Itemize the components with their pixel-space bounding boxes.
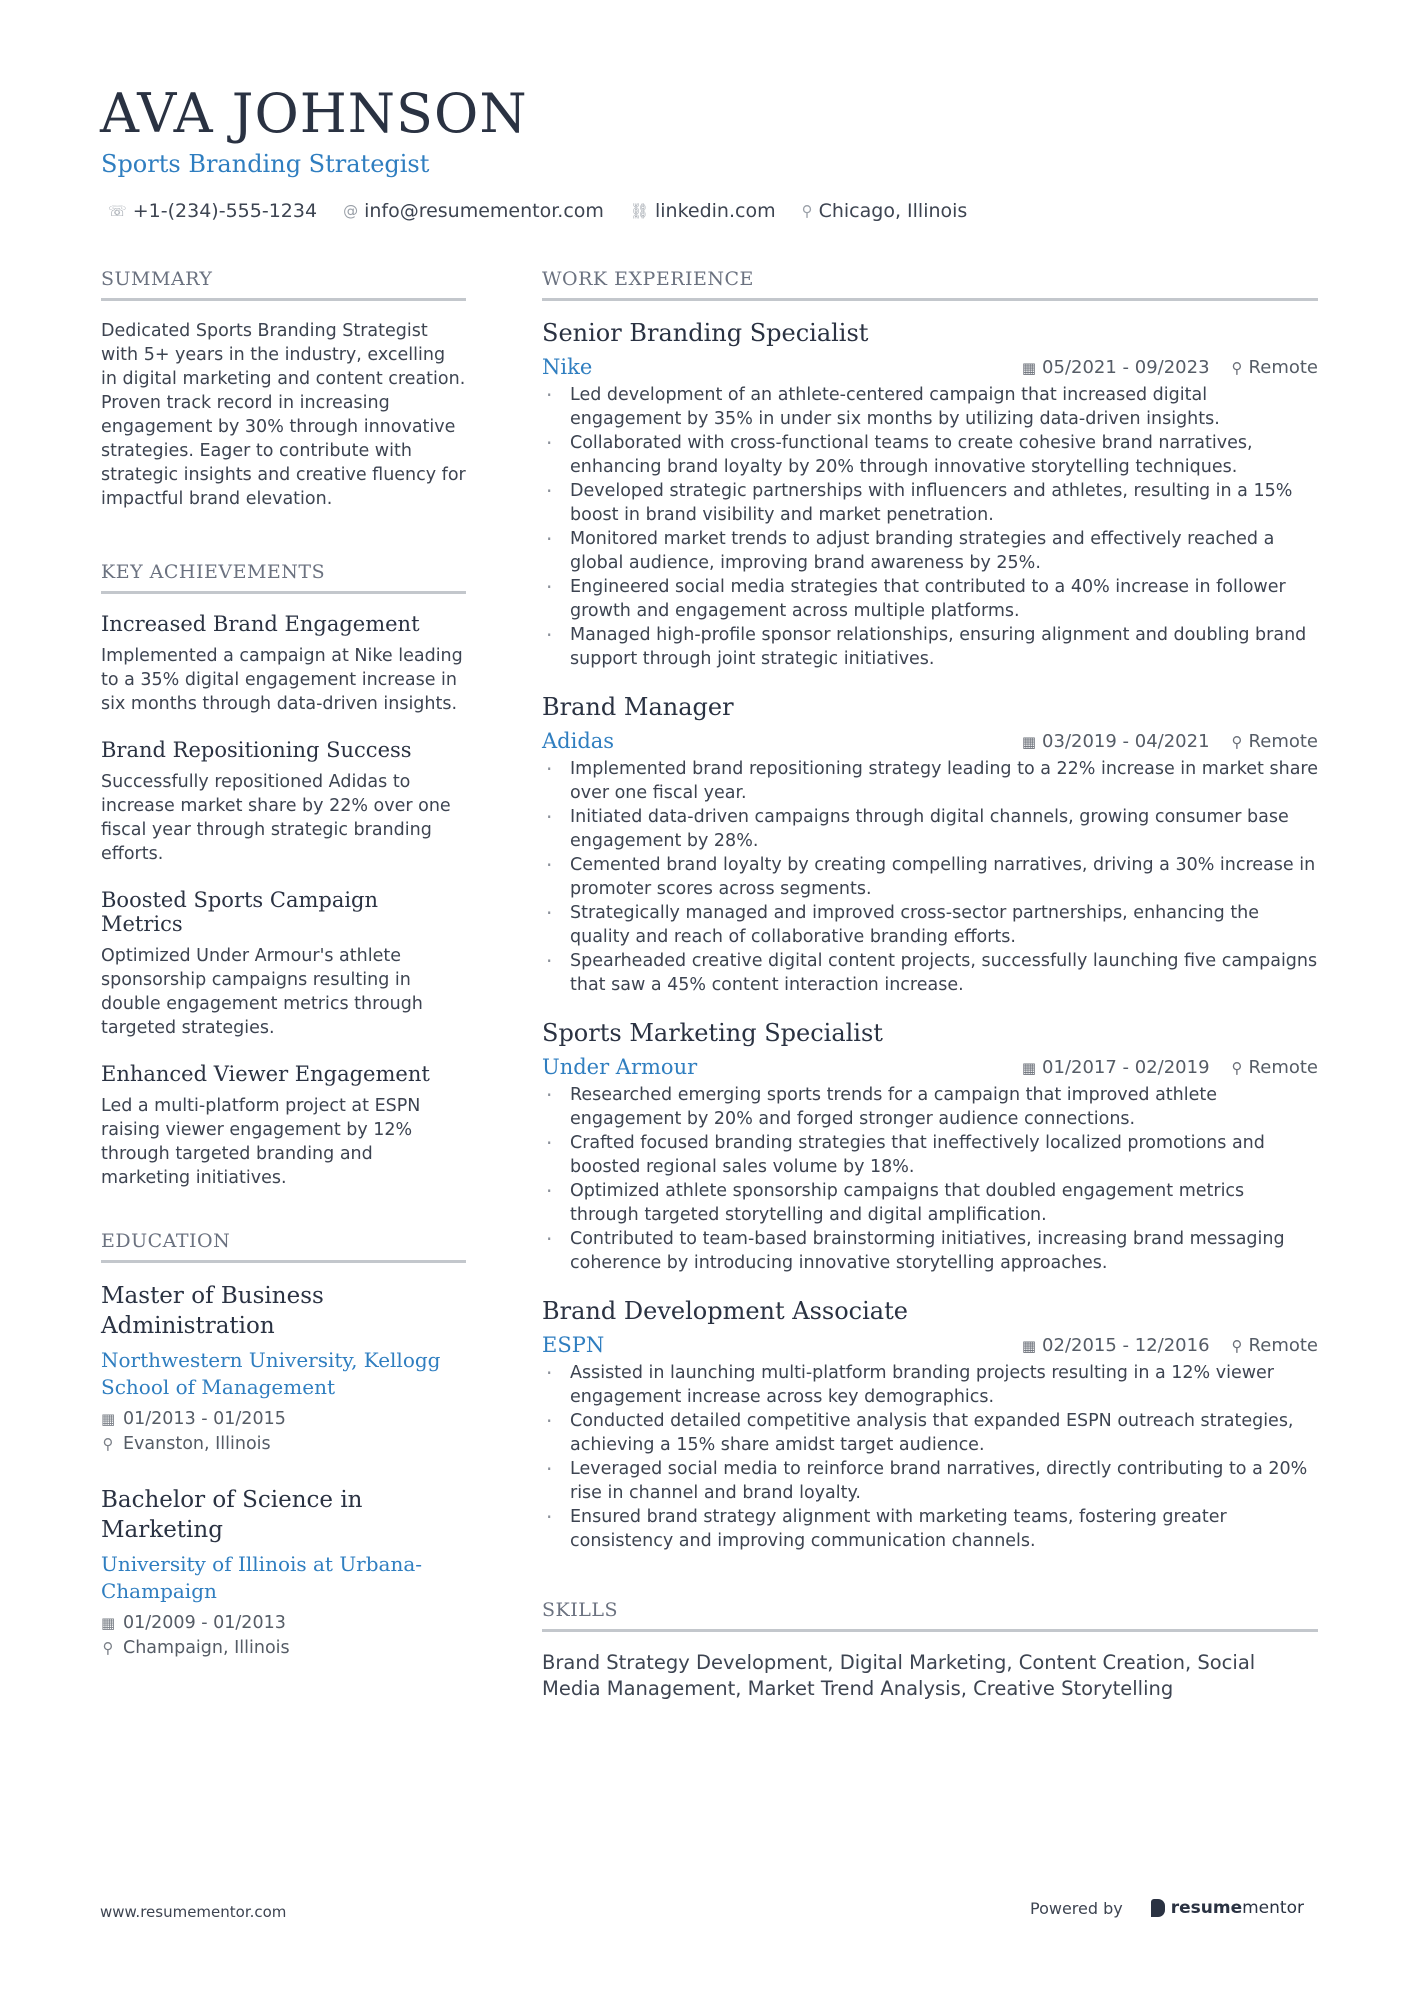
education-location [101, 1432, 466, 1457]
location-pin-icon: ⚲ [1231, 1058, 1243, 1077]
summary-text: Dedicated Sports Branding Strategist with 5+ years in the industry, excelling in digital marketing and content creation. Proven track record in increasing engagement by 30% through innovative strategies. Eager to contribute with strategic insights and creative fluency for impactful brand elevation. [101, 321, 466, 509]
job-bullets [542, 383, 1318, 671]
job-title: Brand Development Associate [542, 1297, 908, 1325]
left-column [101, 268, 466, 1689]
job-location: Remote [1248, 1334, 1318, 1356]
bullet: · Initiated data-driven campaigns through digital channels, growing consumer base engagement by 28%. [542, 805, 1318, 853]
job-location: Remote [1248, 356, 1318, 378]
contact-email[interactable] [343, 200, 604, 222]
school: University of Illinois at Urbana-Champaign [101, 1552, 423, 1603]
skills-text: Brand Strategy Development, Digital Marketing, Content Creation, Social Media Management, Market Trend Analysis, Creative Storytelling [542, 1651, 1256, 1700]
education-location [101, 1636, 466, 1661]
footer-branding [1030, 1898, 1304, 1918]
achievement-text: Successfully repositioned Adidas to increase market share by 22% over one fiscal year through strategic branding efforts. [101, 772, 451, 864]
job-dates: 01/2017 - 02/2019 [1042, 1056, 1210, 1078]
job-dates: 02/2015 - 12/2016 [1042, 1334, 1210, 1356]
job-title: Senior Branding Specialist [542, 319, 869, 347]
footer-website[interactable]: www.resumementor.com [100, 1903, 287, 1921]
location-pin-icon: ⚲ [801, 202, 813, 220]
brand-bold: resume [1170, 1898, 1243, 1918]
achievement-title: Increased Brand Engagement [101, 612, 420, 636]
achievement-item [101, 738, 466, 866]
achievement-item [101, 888, 466, 1040]
phone-text: +1-(234)-555-1234 [132, 200, 318, 222]
dates-text: 01/2009 - 01/2013 [123, 1613, 286, 1633]
job-entry [542, 319, 1318, 671]
bullet: · Ensured brand strategy alignment with marketing teams, fostering greater consistency and improving communication channels. [542, 1505, 1318, 1553]
degree: Bachelor of Science in Marketing [101, 1487, 363, 1543]
location-pin-icon: ⚲ [102, 1435, 114, 1453]
company-name: Adidas [542, 729, 615, 753]
phone-icon: ☏ [108, 202, 127, 220]
logo-icon [1151, 1899, 1165, 1917]
job-dates: 03/2019 - 04/2021 [1042, 730, 1210, 752]
job-location: Remote [1248, 730, 1318, 752]
achievement-item [101, 612, 466, 716]
job-bullets [542, 1361, 1318, 1553]
summary-heading: SUMMARY [101, 268, 466, 301]
job-title: Sports Marketing Specialist [542, 1019, 883, 1047]
email-text[interactable]: info@resumementor.com [364, 200, 604, 222]
achievement-text: Led a multi-platform project at ESPN raising viewer engagement by 12% through targeted branding and marketing initiatives. [101, 1096, 421, 1188]
education-dates [101, 1611, 466, 1636]
achievement-title: Enhanced Viewer Engagement [101, 1062, 430, 1086]
achievement-text: Implemented a campaign at Nike leading to a 35% digital engagement increase in six months through data-driven insights. [101, 646, 463, 714]
company-name: Under Armour [542, 1055, 698, 1079]
powered-by-label: Powered by [1030, 1898, 1123, 1918]
bullet: · Assisted in launching multi-platform branding projects resulting in a 12% viewer engagement increase across key demographics. [542, 1361, 1318, 1409]
achievement-item [101, 1062, 466, 1190]
job-entry [542, 693, 1318, 997]
bullet: · Engineered social media strategies that contributed to a 40% increase in follower growth and engagement across multiple platforms. [542, 575, 1318, 623]
contact-linkedin[interactable] [630, 200, 776, 222]
education-heading: EDUCATION [101, 1230, 466, 1263]
bullet: · Led development of an athlete-centered campaign that increased digital engagement by 35% in under six months by utilizing data-driven insights. [542, 383, 1318, 431]
bullet: · Conducted detailed competitive analysis that expanded ESPN outreach strategies, achieving a 15% share amidst target audience. [542, 1409, 1318, 1457]
achievement-text: Optimized Under Armour's athlete sponsorship campaigns resulting in double engagement metrics through targeted strategies. [101, 946, 423, 1038]
candidate-name: AVA JOHNSON [100, 82, 528, 145]
location-pin-icon: ⚲ [1231, 1336, 1243, 1355]
achievement-title: Boosted Sports Campaign Metrics [101, 888, 379, 936]
calendar-icon: ▦ [1021, 1058, 1037, 1077]
bullet: · Collaborated with cross-functional teams to create cohesive brand narratives, enhancing brand loyalty by 20% through innovative storytelling techniques. [542, 431, 1318, 479]
contact-phone [108, 200, 317, 222]
job-dates: 05/2021 - 09/2023 [1042, 356, 1210, 378]
link-icon: ⛓ [629, 202, 649, 220]
job-bullets [542, 1083, 1318, 1275]
brand-light: mentor [1242, 1898, 1304, 1918]
education-dates [101, 1407, 466, 1432]
at-icon: @ [343, 202, 359, 220]
bullet: · Crafted focused branding strategies that ineffectively localized promotions and boosted regional sales volume by 18%. [542, 1131, 1318, 1179]
bullet: · Cemented brand loyalty by creating compelling narratives, driving a 30% increase in promoter scores across segments. [542, 853, 1318, 901]
skills-heading: SKILLS [542, 1599, 1318, 1632]
achievement-title: Brand Repositioning Success [101, 738, 412, 762]
contact-location [802, 200, 968, 222]
education-item [101, 1281, 466, 1457]
job-entry [542, 1019, 1318, 1275]
location-text: Chicago, Illinois [818, 200, 968, 222]
bullet: · Strategically managed and improved cross-sector partnerships, enhancing the quality and reach of collaborative branding efforts. [542, 901, 1318, 949]
job-title: Brand Manager [542, 693, 734, 721]
calendar-icon: ▦ [1021, 1336, 1037, 1355]
contact-bar [108, 200, 967, 222]
school: Northwestern University, Kellogg School of Management [101, 1348, 441, 1399]
company-name: Nike [542, 355, 593, 379]
calendar-icon: ▦ [1021, 732, 1037, 751]
bullet: · Optimized athlete sponsorship campaigns that doubled engagement metrics through targeted storytelling and digital amplification. [542, 1179, 1318, 1227]
experience-heading: WORK EXPERIENCE [542, 268, 1318, 301]
location-text: Evanston, Illinois [123, 1434, 271, 1454]
achievements-heading: KEY ACHIEVEMENTS [101, 561, 466, 594]
calendar-icon: ▦ [101, 1614, 116, 1632]
bullet: · Implemented brand repositioning strategy leading to a 22% increase in market share over one fiscal year. [542, 757, 1318, 805]
location-pin-icon: ⚲ [102, 1639, 114, 1657]
company-name: ESPN [542, 1333, 605, 1357]
degree: Master of Business Administration [101, 1283, 324, 1339]
right-column [542, 268, 1318, 1702]
dates-text: 01/2013 - 01/2015 [123, 1409, 286, 1429]
bullet: · Monitored market trends to adjust branding strategies and effectively reached a global audience, improving brand awareness by 25%. [542, 527, 1318, 575]
education-item [101, 1485, 466, 1661]
bullet: · Managed high-profile sponsor relationships, ensuring alignment and doubling brand support through joint strategic initiatives. [542, 623, 1318, 671]
job-bullets [542, 757, 1318, 997]
resumementor-logo [1151, 1898, 1304, 1918]
bullet: · Leveraged social media to reinforce brand narratives, directly contributing to a 20% rise in channel and brand loyalty. [542, 1457, 1318, 1505]
bullet: · Developed strategic partnerships with influencers and athletes, resulting in a 15% boost in brand visibility and market penetration. [542, 479, 1318, 527]
calendar-icon: ▦ [1021, 358, 1037, 377]
job-location: Remote [1248, 1056, 1318, 1078]
calendar-icon: ▦ [101, 1410, 116, 1428]
linkedin-text[interactable]: linkedin.com [654, 200, 776, 222]
bullet: · Contributed to team-based brainstorming initiatives, increasing brand messaging coherence by introducing innovative storytelling approaches. [542, 1227, 1318, 1275]
location-pin-icon: ⚲ [1231, 358, 1243, 377]
bullet: · Spearheaded creative digital content projects, successfully launching five campaigns that saw a 45% content interaction increase. [542, 949, 1318, 997]
location-text: Champaign, Illinois [123, 1638, 290, 1658]
candidate-title: Sports Branding Strategist [101, 150, 430, 178]
location-pin-icon: ⚲ [1231, 732, 1243, 751]
bullet: · Researched emerging sports trends for a campaign that improved athlete engagement by 20% and forged stronger audience connections. [542, 1083, 1318, 1131]
job-entry [542, 1297, 1318, 1553]
